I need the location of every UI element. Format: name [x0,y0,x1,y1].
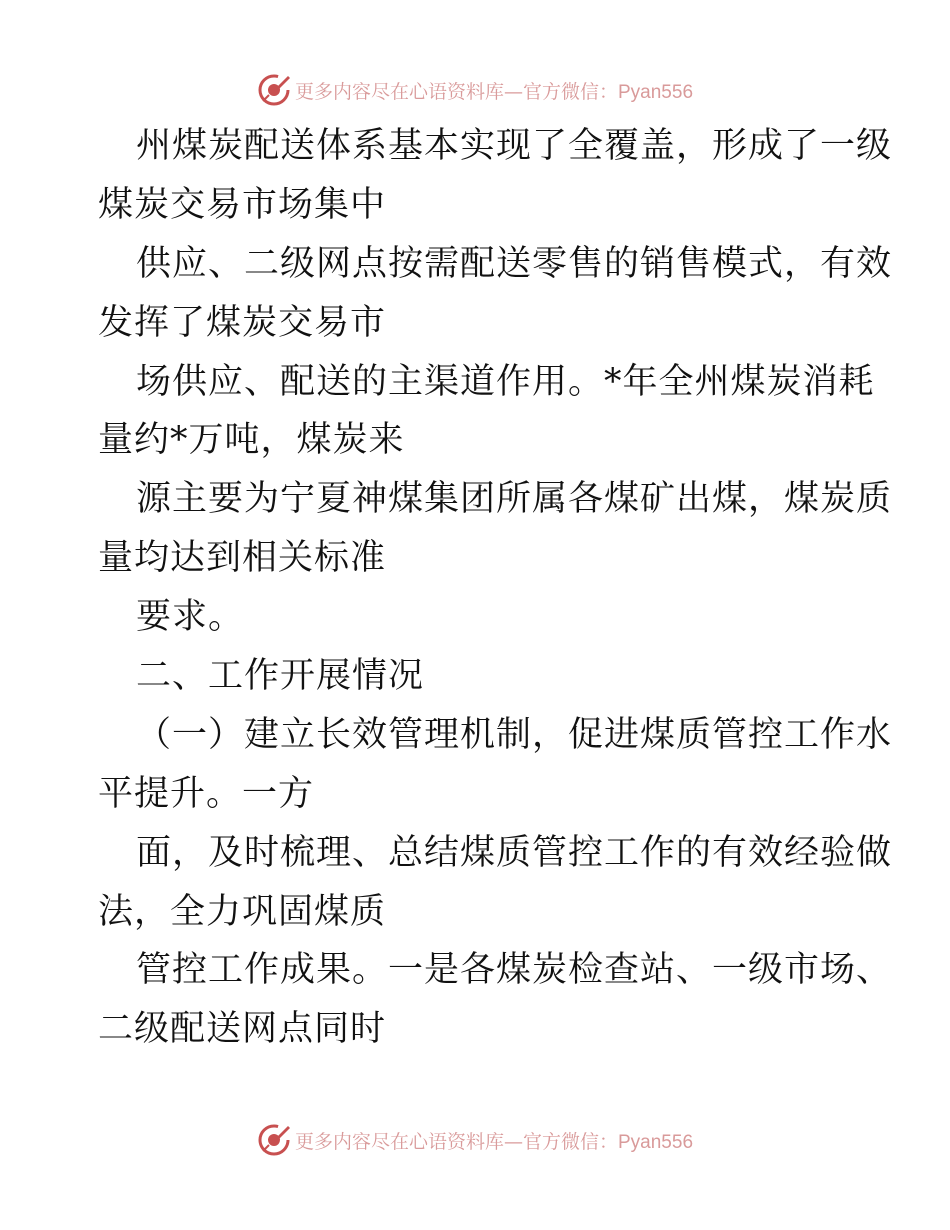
text-line: 量均达到相关标准 [98,538,387,579]
text-line: 二、工作开展情况 [136,656,425,697]
text-line: 州煤炭配送体系基本实现了全覆盖，形成了一级 [136,126,893,166]
watermark-main: 更多内容尽在心语资料库—官方微信： [294,80,618,103]
document-body [98,117,893,1059]
text-line: 法，全力巩固煤质 [98,891,387,932]
text-line: （一）建立长效管理机制，促进煤质管控工作水 [136,714,893,755]
text-line: 二级配送网点同时 [98,1009,387,1050]
watermark-main: 更多内容尽在心语资料库—官方微信： [294,1130,618,1153]
text-line: 发挥了煤炭交易市 [98,302,387,343]
text-line: 煤炭交易市场集中 [98,184,387,225]
pen-logo-icon [257,73,291,107]
pen-logo-icon [257,1123,291,1157]
text-line: 要求。 [136,597,245,638]
watermark-id: Pyan556 [618,81,694,103]
watermark-id: Pyan556 [618,1131,694,1153]
text-line: 量约*万吨，煤炭来 [98,420,405,461]
text-line: 场供应、配送的主渠道作用。*年全州煤炭消耗 [136,361,875,402]
text-line: 源主要为宁夏神煤集团所属各煤矿出煤，煤炭质 [136,479,893,520]
watermark-text [295,77,693,104]
text-line: 平提升。一方 [98,773,315,814]
text-line: 面，及时梳理、总结煤质管控工作的有效经验做 [136,832,893,873]
text-line: 供应、二级网点按需配送零售的销售模式，有效 [136,243,893,284]
header-watermark [0,70,950,110]
footer-watermark [0,1120,950,1160]
watermark-text [295,1127,693,1154]
text-line: 管控工作成果。一是各煤炭检查站、一级市场、 [136,950,893,991]
